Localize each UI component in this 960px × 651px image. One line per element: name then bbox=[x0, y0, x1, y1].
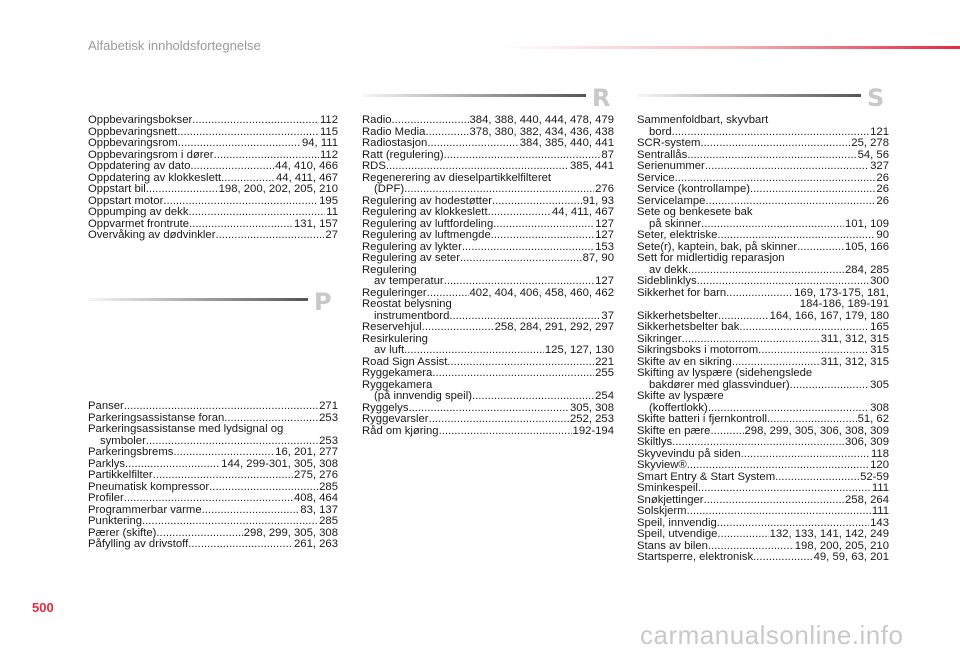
entry-term: Regulering bbox=[362, 263, 417, 276]
dot-leader bbox=[775, 472, 859, 484]
dot-leader bbox=[726, 288, 793, 300]
entry-pages: 311, 312, 315 bbox=[820, 355, 889, 368]
entry-term: på skinner bbox=[649, 217, 702, 230]
entry-pages: 284, 285 bbox=[845, 263, 889, 276]
index-entry bbox=[637, 138, 889, 150]
index-entry bbox=[362, 299, 614, 311]
dot-leader bbox=[447, 357, 594, 369]
dot-leader bbox=[705, 161, 869, 173]
entry-pages: 127 bbox=[595, 217, 614, 230]
index-entry bbox=[88, 447, 338, 459]
dot-leader bbox=[700, 138, 850, 150]
entry-term: Skifting av lyspære (sidehengslede bbox=[637, 367, 813, 379]
index-entry bbox=[637, 115, 889, 127]
entry-term: av temperatur bbox=[374, 275, 444, 287]
entry-term: Solskjerm bbox=[637, 505, 687, 517]
entry-pages: 261, 263 bbox=[294, 538, 338, 550]
entry-term: Regulering av klokkeslett bbox=[362, 206, 488, 218]
entry-pages: 127 bbox=[595, 229, 614, 241]
entry-term: Skifte av lyspære bbox=[637, 390, 724, 402]
index-entry bbox=[88, 161, 338, 173]
entry-pages: 254 bbox=[595, 390, 614, 402]
index-entry bbox=[88, 230, 338, 242]
dot-leader bbox=[701, 219, 844, 231]
entry-pages: 258, 264 bbox=[845, 493, 889, 506]
dot-leader bbox=[178, 138, 301, 150]
entry-term: Oppdatering av dato bbox=[88, 160, 191, 172]
entry-pages: 300 bbox=[870, 275, 889, 287]
index-entry bbox=[637, 368, 889, 380]
entry-pages: 384, 385, 440, 441 bbox=[519, 137, 614, 149]
dot-leader bbox=[177, 127, 319, 139]
entry-pages: 327 bbox=[870, 160, 889, 172]
entry-pages: 285 bbox=[319, 515, 338, 527]
entry-term: Speil, innvendig bbox=[637, 516, 717, 529]
entry-pages: 131, 157 bbox=[294, 217, 338, 230]
dot-leader bbox=[429, 414, 569, 426]
entry-pages: 308 bbox=[870, 401, 889, 414]
dot-leader bbox=[462, 242, 594, 254]
entry-term: Resirkulering bbox=[362, 332, 428, 345]
page-number: 500 bbox=[32, 600, 54, 615]
index-entry bbox=[637, 322, 889, 334]
entry-pages: 195 bbox=[319, 194, 338, 207]
dot-leader bbox=[750, 184, 875, 196]
entry-pages: 25, 278 bbox=[851, 137, 889, 149]
dot-leader bbox=[422, 322, 494, 334]
entry-pages: 112 bbox=[319, 114, 338, 126]
entry-term: Sikringer bbox=[637, 332, 682, 345]
entry-term: Ryggevarsler bbox=[362, 413, 429, 425]
entry-pages: 408, 464 bbox=[294, 492, 338, 504]
dot-leader bbox=[153, 470, 293, 482]
index-entry bbox=[637, 483, 889, 495]
entry-pages: 11 bbox=[326, 206, 338, 218]
dot-leader bbox=[142, 516, 318, 528]
entry-term: Skifte en pære bbox=[637, 424, 711, 437]
dot-leader bbox=[460, 253, 582, 265]
entry-pages: 378, 380, 382, 434, 436, 438 bbox=[469, 125, 614, 138]
entry-term: Oppdatering av klokkeslett bbox=[88, 171, 222, 184]
dot-leader bbox=[202, 505, 300, 517]
dot-leader bbox=[188, 207, 325, 219]
index-entry bbox=[362, 138, 614, 150]
entry-term: Skifte batteri i fjernkontroll bbox=[637, 413, 767, 425]
dot-leader bbox=[173, 447, 274, 459]
entry-term: Sikkerhetsbelter bbox=[637, 309, 718, 322]
entry-term: Snøkjettinger bbox=[637, 493, 704, 506]
index-entry bbox=[637, 184, 889, 196]
index-entry bbox=[637, 437, 889, 449]
letter-s: S bbox=[867, 84, 885, 112]
dot-leader bbox=[472, 391, 594, 403]
entry-pages: 94, 111 bbox=[301, 137, 338, 149]
entry-term: Ryggelys bbox=[362, 401, 409, 414]
entry-term: Sammenfoldbart, skyvbart bbox=[637, 114, 769, 126]
entry-term: Påfylling av drivstoff bbox=[88, 538, 189, 550]
entry-pages: 305 bbox=[870, 378, 889, 391]
entry-term: Ryggekamera bbox=[362, 378, 433, 391]
index-entry bbox=[637, 552, 889, 564]
entry-pages: 298, 299, 305, 306, 308, 309 bbox=[744, 424, 889, 437]
entry-pages: 112 bbox=[319, 148, 338, 161]
index-entry bbox=[637, 414, 889, 426]
index-entry bbox=[88, 115, 338, 127]
entry-term: Service (kontrollampe) bbox=[637, 183, 751, 195]
header-title: Alfabetisk innholdsfortegnelse bbox=[88, 38, 261, 53]
dot-leader bbox=[739, 322, 869, 334]
entry-pages: 26 bbox=[876, 194, 889, 207]
entry-term: (koffertlokk) bbox=[649, 401, 708, 414]
entry-term: Parkeringsassistanse med lydsignal og bbox=[88, 423, 284, 435]
letter-heading-p bbox=[88, 288, 338, 316]
entry-term: Panser bbox=[88, 400, 124, 412]
letter-r: R bbox=[592, 84, 611, 112]
entry-term: Ratt (regulering) bbox=[362, 148, 444, 161]
dot-leader bbox=[432, 368, 594, 380]
entry-term: av luft bbox=[374, 344, 405, 356]
index-entry bbox=[362, 345, 614, 357]
header-accent-bar bbox=[500, 46, 960, 49]
entry-term: Sikringsboks i motorrom bbox=[637, 344, 759, 356]
letter-heading-r bbox=[362, 84, 614, 112]
entry-pages: 87 bbox=[601, 148, 614, 161]
entry-term: Oppstart bil bbox=[88, 183, 146, 195]
entry-term: Road Sign Assist bbox=[362, 355, 448, 368]
entry-term: Radio bbox=[362, 114, 392, 126]
entry-pages: 271 bbox=[319, 400, 338, 412]
entry-term: Programmerbar varme bbox=[88, 503, 202, 516]
heading-rule bbox=[637, 94, 861, 97]
entry-pages: 90 bbox=[876, 229, 889, 241]
entry-term: Skyvevindu på siden bbox=[637, 447, 741, 460]
index-column-o bbox=[88, 115, 338, 242]
entry-pages: 127 bbox=[595, 275, 614, 287]
entry-pages: 44, 411, 467 bbox=[276, 171, 338, 184]
entry-pages: 51, 62 bbox=[857, 413, 889, 425]
dot-leader bbox=[215, 230, 324, 242]
entry-pages: 27 bbox=[325, 229, 338, 241]
dot-leader bbox=[425, 127, 468, 139]
entry-term: Overvåking av dødvinkler bbox=[88, 229, 216, 241]
index-entry bbox=[362, 414, 614, 426]
entry-term: Skyview® bbox=[637, 459, 687, 471]
entry-pages: 83, 137 bbox=[300, 503, 338, 516]
entry-pages: 125, 127, 130 bbox=[544, 344, 614, 356]
entry-pages: 144, 299-301, 305, 308 bbox=[221, 457, 338, 470]
entry-pages: 258, 284, 291, 292, 297 bbox=[494, 321, 614, 333]
dot-leader bbox=[392, 115, 469, 127]
entry-term: Regulering av seter bbox=[362, 252, 460, 264]
dot-leader bbox=[741, 449, 870, 461]
entry-term: (DPF) bbox=[374, 183, 405, 195]
index-entry bbox=[362, 276, 614, 288]
dot-leader bbox=[687, 150, 856, 162]
heading-rule bbox=[88, 298, 308, 301]
dot-leader bbox=[404, 184, 594, 196]
entry-term: Sett for midlertidig reparasjon bbox=[637, 252, 785, 264]
entry-term: Speil, utvendige bbox=[637, 528, 718, 540]
entry-term: Service bbox=[637, 171, 675, 184]
entry-term: Regulering av luftmengde bbox=[362, 229, 491, 241]
entry-term: Partikkelfilter bbox=[88, 469, 153, 481]
index-entry bbox=[88, 516, 338, 528]
entry-pages: 384, 388, 440, 444, 478, 479 bbox=[469, 114, 614, 126]
entry-term: Punktering bbox=[88, 515, 143, 527]
watermark: carmanualsonline.info bbox=[640, 620, 904, 650]
dot-leader bbox=[672, 127, 870, 139]
dot-leader bbox=[124, 401, 318, 413]
entry-term: Parkeringsbrems bbox=[88, 446, 174, 458]
entry-pages: 153 bbox=[595, 240, 614, 253]
dot-leader bbox=[672, 437, 844, 449]
dot-leader bbox=[797, 242, 844, 254]
entry-pages: 255 bbox=[595, 367, 614, 379]
entry-term: Skiltlys bbox=[637, 436, 673, 448]
entry-term: Oppbevaringsnett bbox=[88, 125, 178, 138]
entry-pages: 253 bbox=[319, 434, 338, 447]
dot-leader bbox=[758, 345, 869, 357]
entry-pages: 132, 133, 141, 142, 249 bbox=[769, 528, 889, 540]
entry-term: Seter, elektriske bbox=[637, 229, 718, 241]
entry-pages: 184-186, 189-191 bbox=[799, 298, 889, 310]
entry-term: Reguleringer bbox=[362, 286, 427, 299]
entry-pages: 37 bbox=[601, 309, 614, 322]
dot-leader bbox=[687, 506, 871, 518]
dot-leader bbox=[491, 230, 594, 242]
dot-leader bbox=[192, 115, 319, 127]
entry-pages: 165 bbox=[870, 321, 889, 333]
index-column-r bbox=[362, 115, 614, 437]
dot-leader bbox=[404, 345, 544, 357]
entry-term: Oppumping av dekk bbox=[88, 206, 189, 218]
index-entry bbox=[88, 207, 338, 219]
index-entry bbox=[362, 426, 614, 438]
entry-pages: 101, 109 bbox=[845, 217, 889, 230]
index-entry bbox=[362, 184, 614, 196]
entry-term: Stans av bilen bbox=[637, 539, 708, 552]
entry-pages: 311, 312, 315 bbox=[820, 332, 889, 345]
dot-leader bbox=[698, 483, 871, 495]
entry-term: Skifte av en sikring bbox=[637, 355, 732, 368]
entry-pages: 164, 166, 167, 179, 180 bbox=[769, 309, 889, 322]
entry-pages: 285 bbox=[319, 480, 338, 493]
entry-term: Profiler bbox=[88, 492, 124, 504]
dot-leader bbox=[444, 276, 594, 288]
entry-term: Oppbevaringsrom bbox=[88, 137, 178, 149]
entry-pages: 118 bbox=[870, 447, 889, 460]
dot-leader bbox=[717, 529, 768, 541]
entry-term: Regenerering av dieselpartikkelfilteret bbox=[362, 171, 552, 184]
entry-pages: 298, 299, 305, 308 bbox=[243, 526, 338, 539]
entry-term: Regulering av hodestøtter bbox=[362, 194, 492, 207]
entry-pages: 26 bbox=[876, 171, 889, 184]
index-entry bbox=[637, 529, 889, 541]
entry-term: (på innvendig speil) bbox=[374, 390, 472, 402]
entry-term: Smart Entry & Start System bbox=[637, 470, 776, 483]
letter-p: P bbox=[314, 288, 332, 316]
entry-term: Oppstart motor bbox=[88, 194, 164, 207]
dot-leader bbox=[146, 184, 218, 196]
entry-term: Radiostasjon bbox=[362, 137, 428, 149]
entry-term: bord bbox=[649, 125, 672, 138]
index-entry bbox=[362, 115, 614, 127]
entry-pages: 111 bbox=[871, 505, 889, 517]
index-entry bbox=[88, 184, 338, 196]
dot-leader bbox=[408, 403, 569, 415]
entry-term: Radio Media bbox=[362, 125, 426, 138]
entry-term: Sideblinklys bbox=[637, 275, 697, 287]
entry-term: Sete og benkesete bak bbox=[637, 206, 753, 218]
heading-rule bbox=[362, 94, 586, 97]
entry-pages: 305, 308 bbox=[570, 401, 614, 414]
index-entry bbox=[637, 391, 889, 403]
index-entry bbox=[637, 230, 889, 242]
entry-pages: 198, 200, 202, 205, 210 bbox=[218, 183, 338, 195]
entry-pages: 198, 200, 205, 210 bbox=[794, 539, 889, 552]
entry-pages: 105, 166 bbox=[845, 240, 889, 253]
entry-term: Oppbevaringsrom i dører bbox=[88, 148, 214, 161]
entry-pages: 26 bbox=[876, 183, 889, 195]
entry-pages: 192-194 bbox=[572, 424, 614, 437]
entry-term: Sminkespeil bbox=[637, 482, 698, 494]
index-entry bbox=[637, 207, 889, 219]
entry-pages: 44, 410, 466 bbox=[275, 160, 338, 172]
entry-term: Parklys bbox=[88, 457, 126, 470]
dot-leader bbox=[767, 414, 857, 426]
dot-leader bbox=[688, 265, 844, 277]
entry-pages: 111 bbox=[871, 482, 889, 494]
entry-term: Startsperre, elektronisk bbox=[637, 551, 754, 563]
entry-pages: 169, 173-175, 181, bbox=[794, 286, 889, 299]
entry-term: Parkeringsassistanse foran bbox=[88, 411, 225, 424]
entry-term: instrumentbord bbox=[374, 309, 450, 322]
dot-leader bbox=[188, 539, 293, 551]
dot-leader bbox=[488, 207, 551, 219]
index-entry bbox=[637, 253, 889, 265]
dot-leader bbox=[697, 276, 869, 288]
dot-leader bbox=[493, 219, 594, 231]
entry-pages: 16, 201, 277 bbox=[275, 446, 338, 458]
dot-leader bbox=[427, 138, 518, 150]
index-column-p bbox=[88, 401, 338, 551]
entry-term: Sentrallås bbox=[637, 148, 688, 161]
entry-pages: 120 bbox=[870, 459, 889, 471]
entry-pages: 221 bbox=[595, 355, 614, 368]
entry-term: RDS bbox=[362, 160, 386, 172]
entry-term: bakdører med glassvinduer) bbox=[649, 378, 790, 391]
entry-pages: 253 bbox=[319, 411, 338, 424]
index-entry bbox=[362, 230, 614, 242]
index-entry bbox=[88, 493, 338, 505]
entry-term: Sikkerhetsbelter bak bbox=[637, 321, 740, 333]
entry-pages: 87, 90 bbox=[582, 252, 614, 264]
entry-pages: 143 bbox=[870, 516, 889, 529]
entry-term: Ryggekamera bbox=[362, 367, 433, 379]
entry-term: Pærer (skifte) bbox=[88, 526, 157, 539]
index-column-s bbox=[637, 115, 889, 564]
dot-leader bbox=[753, 552, 812, 564]
entry-pages: 276 bbox=[595, 183, 614, 195]
index-entry bbox=[88, 138, 338, 150]
dot-leader bbox=[190, 161, 274, 173]
entry-term: Regulering av luftfordeling bbox=[362, 217, 494, 230]
entry-pages: 52-59 bbox=[860, 470, 889, 483]
dot-leader bbox=[687, 460, 869, 472]
dot-leader bbox=[710, 426, 743, 438]
entry-pages: 44, 411, 467 bbox=[552, 206, 614, 218]
entry-term: Pneumatisk kompressor bbox=[88, 480, 210, 493]
entry-term: Reservehjul bbox=[362, 321, 422, 333]
entry-pages: 315 bbox=[870, 344, 889, 356]
index-entry bbox=[637, 276, 889, 288]
entry-term: av dekk bbox=[649, 263, 688, 276]
entry-term: Råd om kjøring bbox=[362, 424, 439, 437]
entry-term: Reostat belysning bbox=[362, 298, 452, 310]
entry-pages: 385, 441 bbox=[570, 160, 614, 172]
index-entry bbox=[88, 470, 338, 482]
entry-term: Sikkerhet for barn bbox=[637, 286, 727, 299]
entry-term: SCR-system bbox=[637, 137, 701, 149]
entry-term: Regulering av lykter bbox=[362, 240, 462, 253]
index-entry bbox=[88, 424, 338, 436]
dot-leader bbox=[790, 380, 869, 392]
index-entry bbox=[637, 161, 889, 173]
index-entry bbox=[362, 391, 614, 403]
index-entry bbox=[88, 539, 338, 551]
dot-leader bbox=[704, 495, 844, 507]
dot-leader bbox=[439, 426, 572, 438]
index-entry bbox=[88, 401, 338, 413]
entry-pages: 275, 276 bbox=[294, 469, 338, 481]
entry-pages: 115 bbox=[319, 125, 338, 138]
index-entry bbox=[637, 299, 889, 311]
entry-pages: 306, 309 bbox=[845, 436, 889, 448]
dot-leader bbox=[124, 493, 293, 505]
dot-leader bbox=[717, 230, 875, 242]
entry-term: Oppvarmet frontrute bbox=[88, 217, 190, 230]
entry-term: Servicelampe bbox=[637, 194, 706, 207]
entry-pages: 49, 59, 63, 201 bbox=[813, 551, 889, 563]
entry-term: Oppbevaringsbokser bbox=[88, 114, 193, 126]
entry-pages: 91, 93 bbox=[582, 194, 614, 207]
entry-pages: 121 bbox=[870, 125, 889, 138]
entry-pages: 54, 56 bbox=[857, 148, 889, 161]
entry-pages: 252, 253 bbox=[570, 413, 614, 425]
index-entry bbox=[362, 207, 614, 219]
letter-heading-s bbox=[637, 84, 889, 112]
entry-term: Serienummer bbox=[637, 160, 705, 172]
entry-term: symboler bbox=[100, 434, 146, 447]
index-entry bbox=[637, 345, 889, 357]
index-entry bbox=[637, 460, 889, 472]
entry-pages: 402, 404, 406, 458, 460, 462 bbox=[469, 286, 614, 299]
entry-term: Sete(r), kaptein, bak, på skinner bbox=[637, 240, 798, 253]
index-entry bbox=[637, 506, 889, 518]
